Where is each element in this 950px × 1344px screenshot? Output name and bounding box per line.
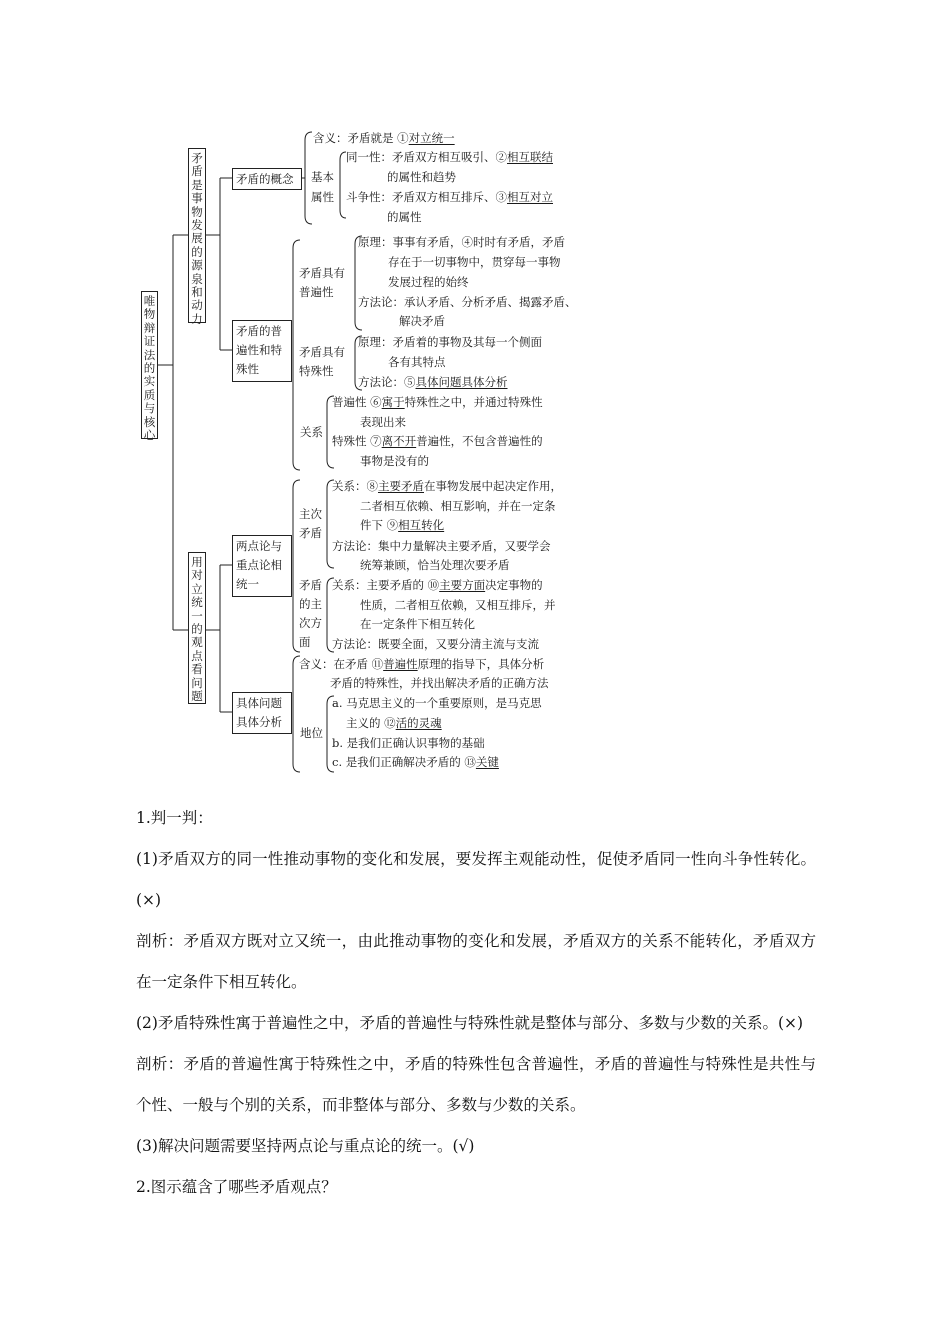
q1-item-2: (2)矛盾特殊性寓于普遍性之中，矛盾的普遍性与特殊性就是整体与部分、多数与少数的关系。(×) — [136, 1014, 804, 1032]
concrete-meaning-1: 含义：在矛盾 ⑪普遍性原理的指导下，具体分析 — [299, 657, 545, 671]
concept-node: 矛盾的概念 — [232, 168, 302, 190]
q1-item-3: (3)解决问题需要坚持两点论与重点论的统一。(√) — [136, 1137, 475, 1155]
main-rel-2: 二者相互依赖、相互影响，并在一定条 — [360, 499, 556, 513]
q1-item-1: (1)矛盾双方的同一性推动事物的变化和发展，要发挥主观能动性，促使矛盾同一性向斗争性转化。(×) — [136, 850, 816, 909]
aspect-rel-3: 在一定条件下相互转化 — [360, 617, 475, 631]
rel-univ-1: 普遍性 ⑥寓于特殊性之中，并通过特殊性 — [332, 395, 543, 409]
univ-principle-2: 存在于一切事物中，贯穿每一事物 — [388, 255, 561, 269]
aspect-method: 方法论：既要全面，又要分清主流与支流 — [332, 637, 539, 651]
attr-label-2: 属性 — [311, 190, 334, 204]
rel-part-1: 特殊性 ⑦离不开普遍性，不包含普遍性的 — [332, 434, 543, 448]
main-rel-3: 件下 ⑨相互转化 — [360, 518, 445, 532]
univ-principle-3: 发展过程的始终 — [388, 275, 469, 289]
root-node: 唯物辩证法的实质与核心 — [141, 291, 158, 439]
struggle-line: 斗争性：矛盾双方相互排斥、③相互对立 — [346, 190, 553, 204]
identity-line-2: 的属性和趋势 — [387, 170, 456, 184]
exercise-text — [136, 798, 816, 1208]
univ-principle-1: 原理：事事有矛盾，④时时有矛盾，矛盾 — [358, 235, 565, 249]
q1-heading: 1.判一判： — [136, 809, 213, 827]
main-method-2: 统筹兼顾，恰当处理次要矛盾 — [360, 558, 510, 572]
univ-label: 矛盾具有普遍性 — [299, 266, 345, 299]
status-label: 地位 — [300, 726, 323, 740]
status-b: b. 是我们正确认识事物的基础 — [332, 736, 485, 750]
identity-line: 同一性：矛盾双方相互吸引、②相互联结 — [346, 150, 553, 164]
rel-univ-2: 表现出来 — [360, 415, 406, 429]
relation-label: 关系 — [300, 425, 323, 439]
main-method-1: 方法论：集中力量解决主要矛盾，又要学会 — [332, 539, 551, 553]
universality-node: 矛盾的普遍性和特殊性 — [232, 320, 292, 382]
part-label: 矛盾具有特殊性 — [299, 345, 345, 378]
status-a-1: a. 马克思主义的一个重要原则，是马克思 — [332, 696, 542, 710]
two-point-node: 两点论与重点论相统一 — [232, 535, 292, 597]
status-a-2: 主义的 ⑫活的灵魂 — [346, 716, 442, 730]
univ-method-2: 解决矛盾 — [399, 314, 445, 328]
part-principle-2: 各有其特点 — [388, 355, 446, 369]
aspect-rel-1: 关系：主要矛盾的 ⑩主要方面决定事物的 — [332, 578, 543, 592]
concept-meaning: 含义：矛盾就是 ①对立统一 — [313, 131, 455, 145]
attr-label-1: 基本 — [311, 170, 334, 184]
concrete-node: 具体问题具体分析 — [232, 692, 292, 734]
univ-method-1: 方法论：承认矛盾、分析矛盾、揭露矛盾、 — [358, 295, 577, 309]
q1-item-2-analysis: 剖析：矛盾的普遍性寓于特殊性之中，矛盾的特殊性包含普遍性，矛盾的普遍性与特殊性是共性与个性、一般与个别的关系，而非整体与部分、多数与少数的关系。 — [136, 1055, 816, 1114]
main-rel-1: 关系：⑧主要矛盾在事物发展中起决定作用， — [332, 479, 562, 493]
part-principle-1: 原理：矛盾着的事物及其每一个侧面 — [358, 335, 542, 349]
rel-part-2: 事物是没有的 — [360, 454, 429, 468]
status-c: c. 是我们正确解决矛盾的 ⑬关键 — [332, 755, 499, 769]
q1-item-1-analysis: 剖析：矛盾双方既对立又统一，由此推动事物的变化和发展，矛盾双方的关系不能转化，矛盾双方在一定条件下相互转化。 — [136, 932, 816, 991]
concrete-meaning-2: 矛盾的特殊性，并找出解决矛盾的正确方法 — [330, 676, 549, 690]
part-method: 方法论：⑤具体问题具体分析 — [358, 375, 508, 389]
q2-heading: 2.图示蕴含了哪些矛盾观点？ — [136, 1178, 337, 1196]
aspect-rel-2: 性质，二者相互依赖，又相互排斥，并 — [360, 598, 556, 612]
branch1-node: 矛盾是事物发展的源泉和动力 — [188, 148, 206, 323]
main-label: 主次矛盾 — [299, 507, 322, 540]
struggle-line-2: 的属性 — [387, 210, 422, 224]
branch2-node: 用对立统一的观点看问题 — [188, 552, 206, 704]
aspect-label: 矛盾的主次方面 — [299, 578, 322, 649]
